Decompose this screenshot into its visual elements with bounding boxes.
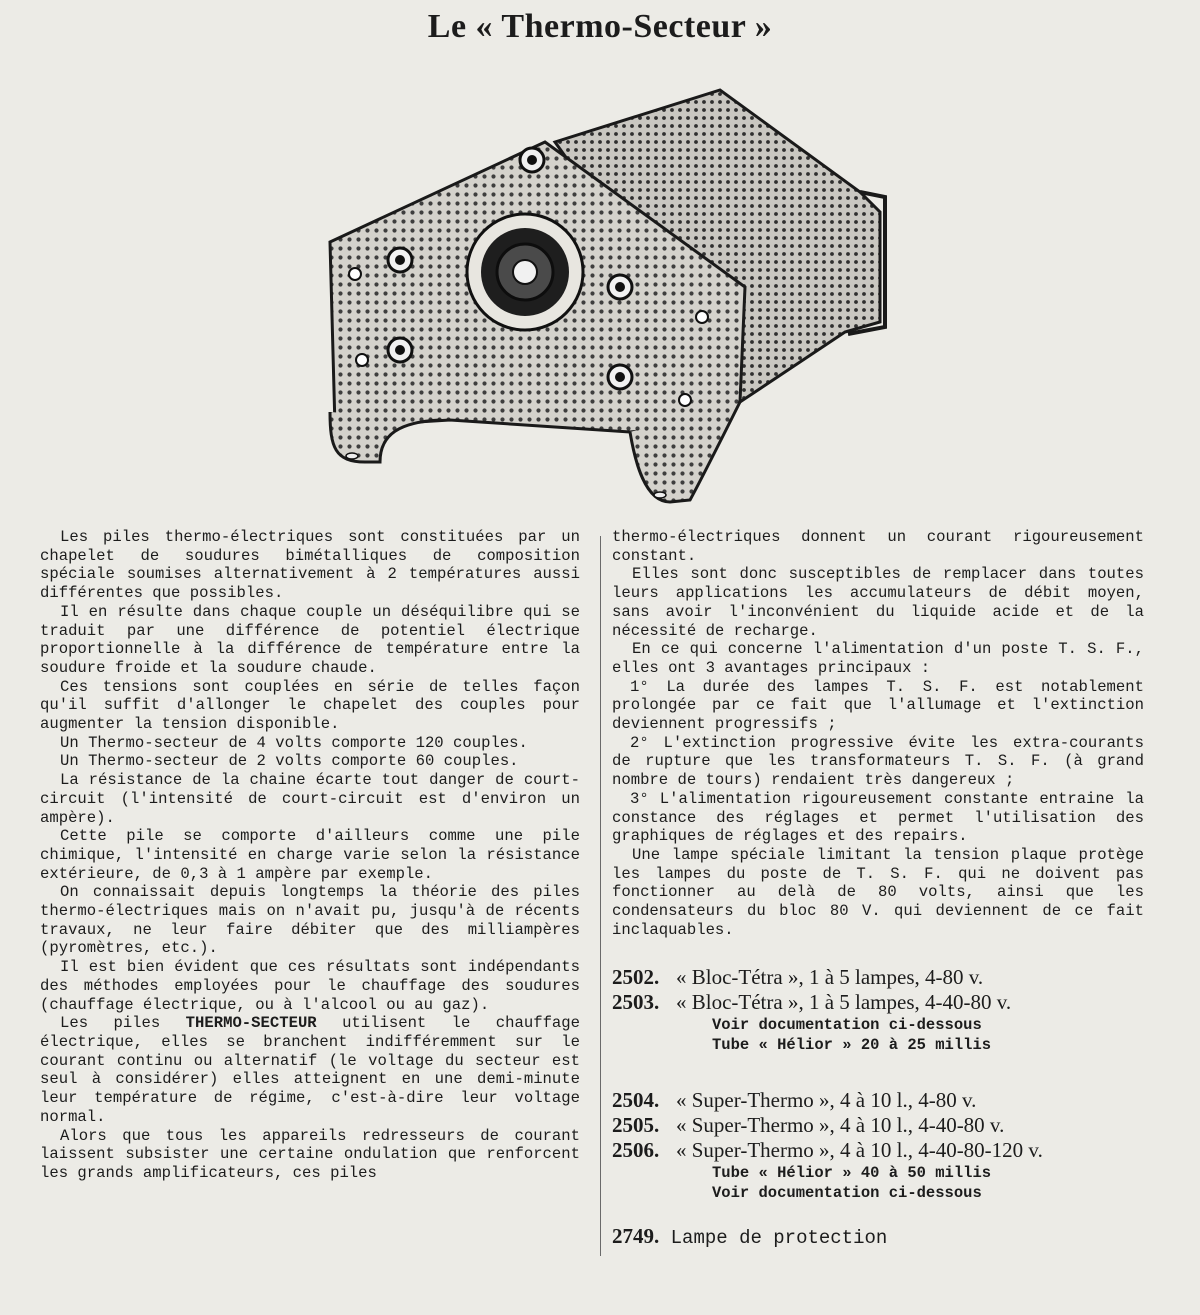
product-line	[612, 990, 1172, 1015]
product-code: 2504.	[612, 1088, 660, 1112]
product-code: 2502.	[612, 965, 660, 989]
product-line	[612, 1088, 1172, 1113]
paragraph: Ces tensions sont couplées en série de telles façon qu'il suffit d'allonger le chapelet des couples pour augmenter la tension disponible.	[40, 677, 580, 734]
product-description: « Super-Thermo », 4 à 10 l., 4-40-80 v.	[676, 1113, 1005, 1137]
text-before-brand: Les piles	[60, 1014, 161, 1033]
product-protection	[612, 1224, 1172, 1249]
product-description: Lampe de protection	[670, 1227, 888, 1249]
product-code: 2503.	[612, 990, 660, 1014]
product-line	[612, 1138, 1172, 1163]
product-list-super-thermo	[612, 1088, 1172, 1203]
product-description: « Bloc-Tétra », 1 à 5 lampes, 4-80 v.	[676, 965, 984, 989]
product-description: « Bloc-Tétra », 1 à 5 lampes, 4-40-80 v.	[676, 990, 1012, 1014]
left-text-column	[40, 528, 580, 1183]
product-code: 2506.	[612, 1138, 660, 1162]
paragraph: Il en résulte dans chaque couple un déséquilibre qui se traduit par une différence de potentiel électrique proportionnelle à la différence de température entre la soudure froide et la soudure chaude.	[40, 602, 580, 677]
paragraph: La résistance de la chaine écarte tout danger de court-circuit (l'intensité de court-circuit est d'environ un ampère).	[40, 771, 580, 827]
paragraph: On connaissait depuis longtemps la théorie des piles thermo-électriques mais on n'avait pu, jusqu'à de récents travaux, ne leur faire débiter que des milliampères (pyromètres, etc.).	[40, 883, 580, 958]
paragraph: Alors que tous les appareils redresseurs de courant laissent subsister une certaine ondulation que renforcent les grands amplificateurs, ces piles	[40, 1126, 580, 1182]
right-text-column	[612, 528, 1144, 939]
advantage-item: 3° L'alimentation rigoureusement constante entraine la constance des réglages et permet l'utilisation des graphiques de réglages et des repairs.	[612, 789, 1144, 846]
advantage-item: 1° La durée des lampes T. S. F. est notablement prolongée par ce fait que l'allumage et l'extinction deviennent progressifs ;	[612, 677, 1144, 734]
paragraph: Il est bien évident que ces résultats sont indépendants des méthodes employées pour le chauffage des soudures (chauffage électrique, ou à l'alcool ou au gaz).	[40, 958, 580, 1014]
page-title: Le « Thermo-Secteur »	[427, 8, 773, 45]
product-description: « Super-Thermo », 4 à 10 l., 4-40-80-120 v.	[676, 1138, 1043, 1162]
product-list-bloc-tetra	[612, 965, 1172, 1055]
product-line	[612, 1113, 1172, 1138]
paragraph-thermo-secteur	[40, 1014, 580, 1126]
paragraph: Cette pile se comporte d'ailleurs comme une pile chimique, l'intensité en charge varie selon la résistance extérieure, de 0,3 à 1 ampère par exemple.	[40, 827, 580, 883]
text-after-brand: utilisent le chauffage électrique, elles se branchent indifféremment sur le courant continu ou alternatif (le voltage du secteur est seul à considérer) elles atteignent en une demi-minute leur température de régime, c'est-à-dire leur voltage normal.	[40, 1014, 580, 1126]
product-code: 2505.	[612, 1113, 660, 1137]
product-line	[612, 965, 1172, 990]
product-description: « Super-Thermo », 4 à 10 l., 4-80 v.	[676, 1088, 977, 1112]
paragraph: Les piles thermo-électriques sont constituées par un chapelet de soudures bimétalliques de composition spéciale soumises alternativement à 2 températures aussi différentes que possibles.	[40, 528, 580, 603]
paragraph: Une lampe spéciale limitant la tension plaque protège les lampes du poste de T. S. F. qui ne doivent pas fonctionner au delà de 80 volts, ainsi que les condensateurs du bloc 80 V. qui deviennent de ce fait inclaquables.	[612, 845, 1144, 939]
paragraph: Un Thermo-secteur de 4 volts comporte 120 couples.	[60, 733, 528, 752]
paragraph-continuation: thermo-électriques donnent un courant rigoureusement constant.	[612, 528, 1144, 565]
product-note: Tube « Hélior » 20 à 25 millis	[712, 1036, 992, 1054]
brand-name: THERMO-SECTEUR	[185, 1014, 317, 1033]
product-note: Voir documentation ci-dessous	[712, 1184, 982, 1202]
product-note: Voir documentation ci-dessous	[712, 1016, 982, 1034]
column-divider	[600, 536, 601, 1256]
paragraph: Elles sont donc susceptibles de remplacer dans toutes leurs applications les accumulateurs de débit moyen, sans avoir l'inconvénient du liquide acide et de la nécessité de recharge.	[612, 565, 1144, 640]
advantage-item: 2° L'extinction progressive évite les extra-courants de rupture que les transformateurs T. S. F. (à grand nombre de tours) rendaient très dangereux ;	[612, 733, 1144, 790]
paragraph: Un Thermo-secteur de 2 volts comporte 60 couples.	[60, 752, 519, 771]
product-code: 2749.	[612, 1224, 660, 1248]
paragraph: En ce qui concerne l'alimentation d'un poste T. S. F., elles ont 3 avantages principaux :	[612, 640, 1144, 677]
product-note: Tube « Hélior » 40 à 50 millis	[712, 1164, 992, 1182]
thermo-secteur-device-illustration	[300, 82, 900, 522]
